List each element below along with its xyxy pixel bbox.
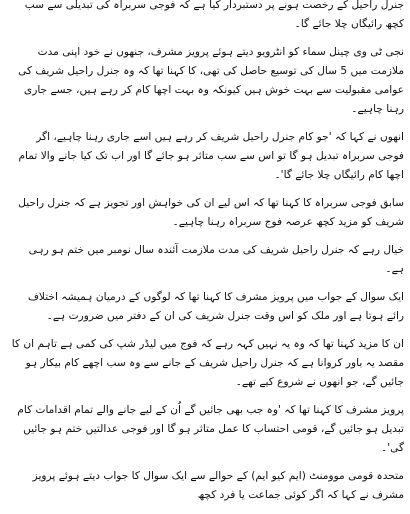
article-paragraph: متحدہ قومی موومنٹ (ایم کیو ایم) کے حوالے سے ایک سوال کا جواب دیتے ہوئے پرویز مشرف نے کہا کہ اگر کوئی جماعت یا فرد کچھ — [32, 470, 404, 501]
article-paragraph: انھوں نے کہا کہ 'جو کام جنرل راحیل شریف کر رہے ہیں اسے جاری رہنا چاہیے، اگر فوجی سربراہ تبدیل ہو گا تو اس سے سب متاثر ہو جائے گا اور اب تک کیا جانے والا تمام اچھا کام رائیگاں چلا جائے گا'۔ — [18, 131, 404, 181]
article-paragraph: ان کا مزید کہنا تھا کہ وہ یہ نہیں کہہ رہے کہ فوج میں لیڈر شپ کی کمی ہے تاہم ان کا مقصد یہ باور کروانا ہے کہ جنرل راحیل شریف کے جانے سے وہ سب اچھے کام بیکار ہو جائیں گے، جو انھوں نے شروع کیے تھے۔ — [11, 338, 404, 388]
article-paragraph: سابق فوجی سربراہ کا کہنا تھا کہ اس لیے ان کی خواہش اور تجویز ہے کہ جنرل راحیل شریف کو مزید کچھ عرصہ فوج سربراہ رہنا چاہیے۔ — [18, 197, 404, 228]
article-paragraph: ایک سوال کے جواب میں پرویز مشرف کا کہنا تھا کہ لوگوں کے درمیان ہمیشہ اختلاف رائے ہوتا ہے اور ملک کو اس وقت جنرل شریف کی ان کے دفتر میں ضرورت ہے۔ — [27, 291, 404, 322]
article-paragraph: نجی ٹی وی چینل سماء کو انٹرویو دیتے ہوئے پرویز مشرف، جنھوں نے خود اپنی مدت ملازمت میں 5 سال کی توسیع حاصل کی تھی، کا کہنا تھا کہ وہ جنرل راحیل شریف کی عوامی مقبولیت سے بہت خوش ہیں کیونکہ وہ بہت اچھا کام کر رہے ہیں، جسے جاری رہنا چاہیے۔ — [18, 46, 404, 115]
article-paragraph: پرویز مشرف کا کہنا تھا کہ 'وہ جب بھی جائیں گے اُن کے لیے جانے والے تمام اقدامات کام تبدیل ہو جائیں گے، قومی احتساب کا عمل متاثر ہو گا اور فوجی عدالتیں ختم ہو جائیں گی'۔ — [17, 404, 404, 454]
article-paragraph: جنرل راحیل کے رخصت ہونے پر دستبردار کیا ہے کہ فوجی سربراہ کی تبدیلی سے سب کچھ رائیگاں چلا جائے گا۔ — [24, 0, 404, 30]
article-paragraph: خیال رہے کہ جنرل راحیل شریف کی مدت ملازمت آئندہ سال نومبر میں ختم ہو رہی ہے۔ — [28, 244, 404, 275]
